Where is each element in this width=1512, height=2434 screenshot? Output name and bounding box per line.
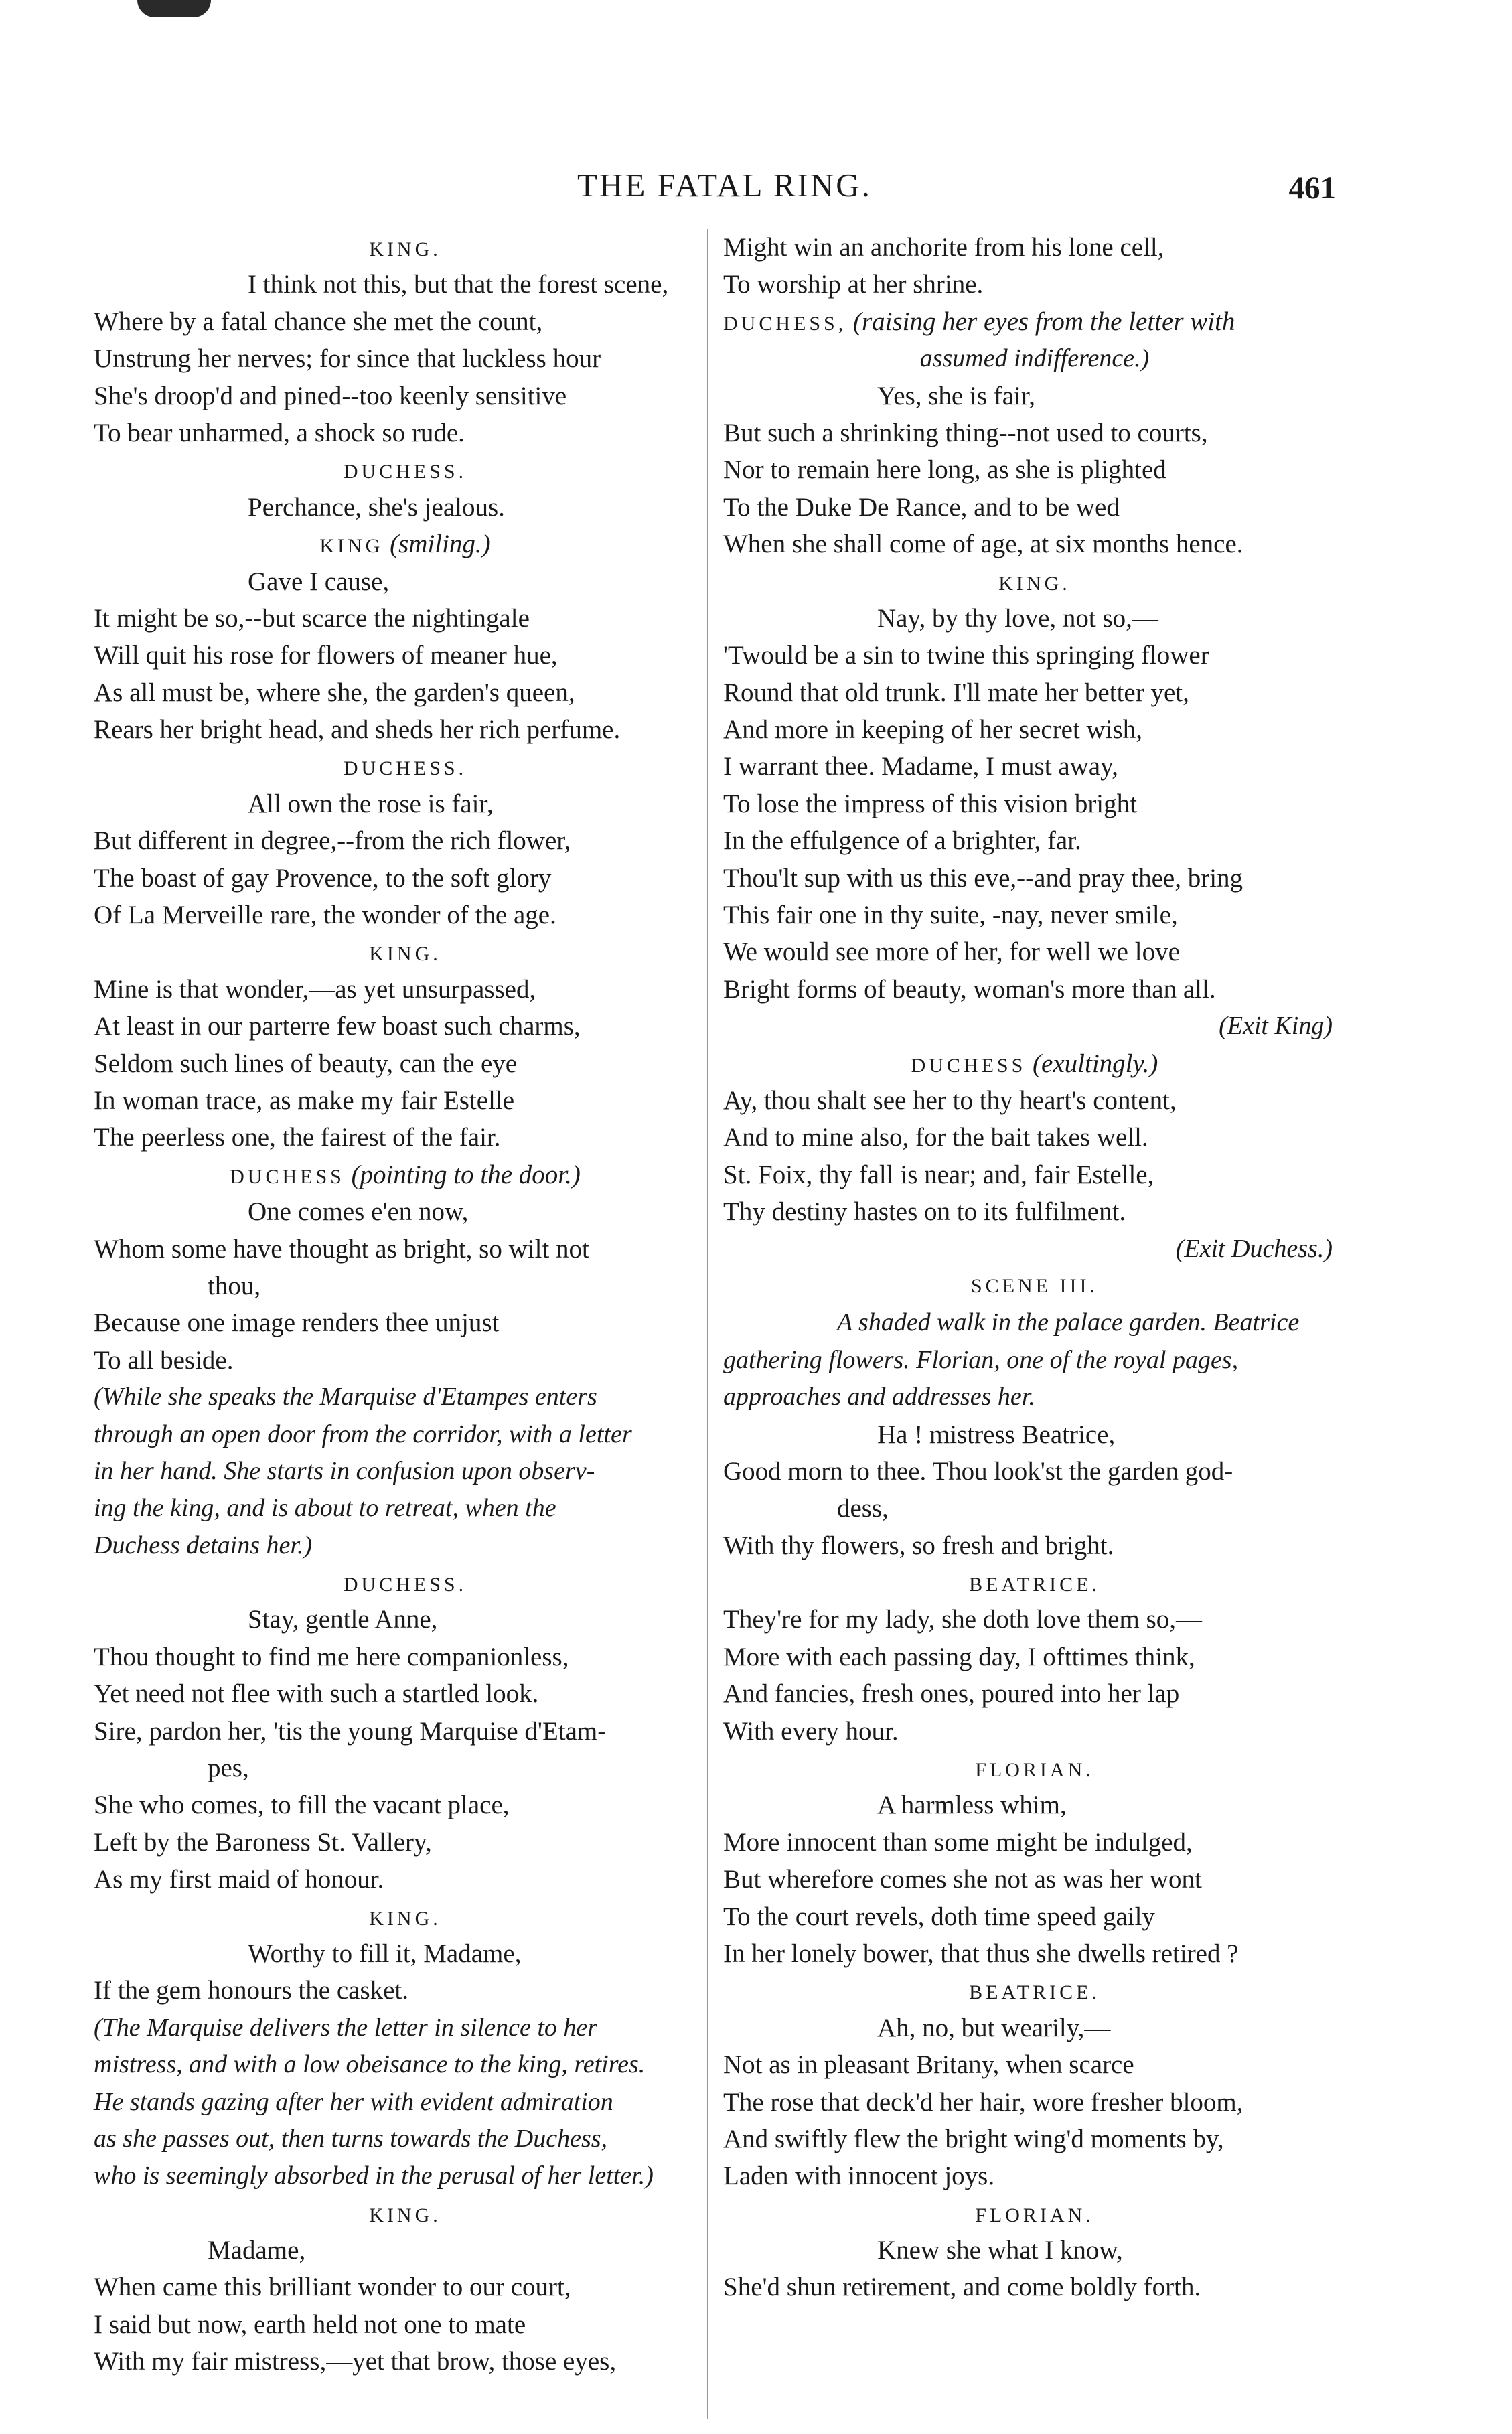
speaker-label: FLORIAN. (975, 1759, 1094, 1782)
stage-direction: through an open door from the corridor, with a letter (94, 1420, 632, 1448)
verse-line: Because one image renders thee unjust (94, 1308, 500, 1338)
running-head (0, 166, 1512, 206)
verse-line: As all must be, where she, the garden's queen, (94, 678, 575, 707)
verse-line: The rose that deck'd her hair, wore fresher bloom, (723, 2087, 1243, 2117)
verse-line: Yes, she is fair, (877, 381, 1036, 410)
stage-direction: approaches and addresses her. (723, 1383, 1035, 1412)
verse-line: Laden with innocent joys. (723, 2161, 995, 2191)
verse-line: With every hour. (723, 1716, 899, 1746)
verse-line: It might be so,--but scarce the nightingale (94, 603, 530, 633)
speaker-label: BEATRICE. (969, 1574, 1100, 1596)
stage-direction: Duchess detains her.) (94, 1531, 313, 1560)
verse-line: The boast of gay Provence, to the soft glory (94, 863, 552, 893)
speaker-name (94, 933, 716, 970)
verse-line: Will quit his rose for flowers of meaner hue, (94, 641, 558, 670)
speaker-name (723, 2195, 1346, 2232)
verse-line: Round that old trunk. I'll mate her better yet, (723, 678, 1189, 707)
verse-line: Nay, by thy love, not so,— (877, 603, 1158, 633)
verse-line: Left by the Baroness St. Vallery, (94, 1827, 432, 1857)
speaker-name (94, 1564, 716, 1601)
verse-line: Ah, no, but wearily,— (877, 2013, 1111, 2042)
verse-line: More innocent than some might be indulged, (723, 1827, 1193, 1857)
verse-line: dess, (837, 1494, 889, 1523)
verse-line: In woman trace, as make my fair Estelle (94, 1085, 515, 1115)
stage-direction: A shaded walk in the palace garden. Beatrice (837, 1308, 1300, 1337)
speaker-label: KING. (369, 1907, 441, 1930)
stage-direction: (While she speaks the Marquise d'Etampes enters (94, 1383, 597, 1412)
verse-line: Madame, (208, 2236, 306, 2265)
verse-line: The peerless one, the fairest of the fair. (94, 1123, 501, 1152)
verse-line: With my fair mistress,—yet that brow, those eyes, (94, 2347, 617, 2376)
verse-line: This fair one in thy suite, -nay, never smile, (723, 901, 1178, 930)
verse-line: Might win an anchorite from his lone cell, (723, 233, 1164, 262)
verse-line: Knew she what I know, (877, 2236, 1123, 2265)
verse-line: When came this brilliant wonder to our court, (94, 2273, 571, 2302)
verse-line: She who comes, to fill the vacant place, (94, 1791, 510, 1820)
stage-direction: as she passes out, then turns towards the Duchess, (94, 2124, 608, 2153)
verse-line: We would see more of her, for well we love (723, 937, 1180, 967)
speaker-label: KING. (369, 238, 441, 260)
speaker-name (723, 1972, 1346, 2009)
verse-line: And more in keeping of her secret wish, (723, 715, 1142, 745)
speaker-label: DUCHESS (230, 1165, 345, 1188)
verse-line: In the effulgence of a brighter, far. (723, 826, 1081, 856)
verse-line: When she shall come of age, at six months hence. (723, 530, 1243, 559)
speaker-label: DUCHESS. (343, 1574, 467, 1596)
verse-line: Thou'lt sup with us this eve,--and pray thee, bring (723, 863, 1243, 893)
verse-line: More with each passing day, I ofttimes think, (723, 1642, 1195, 1671)
verse-line: In her lonely bower, that thus she dwells retired ? (723, 1938, 1239, 1968)
speaker-label: DUCHESS (911, 1054, 1027, 1077)
verse-line: Stay, gentle Anne, (248, 1605, 438, 1634)
scene-heading: SCENE III. (971, 1274, 1098, 1297)
exit-direction: (Exit King) (1219, 1012, 1333, 1041)
running-title: THE FATAL RING. (577, 167, 872, 204)
stage-direction-inline: (raising her eyes from the letter with (852, 307, 1235, 336)
verse-line: Nor to remain here long, as she is plighted (723, 455, 1166, 485)
stage-direction: mistress, and with a low obeisance to the king, retires. (94, 2050, 646, 2079)
stage-direction: ing the king, and is about to retreat, when the (94, 1494, 556, 1523)
verse-line: Bright forms of beauty, woman's more than all. (723, 974, 1216, 1004)
verse-line: Seldom such lines of beauty, can the eye (94, 1049, 518, 1078)
verse-line: 'Twould be a sin to twine this springing flower (723, 641, 1209, 670)
verse-line: But such a shrinking thing--not used to courts, (723, 418, 1208, 447)
verse-line: Mine is that wonder,—as yet unsurpassed, (94, 974, 536, 1004)
verse-line: Ha ! mistress Beatrice, (877, 1420, 1116, 1449)
speaker-name (94, 1156, 716, 1193)
verse-line: I think not this, but that the forest scene, (248, 270, 669, 299)
verse-line: pes, (208, 1754, 249, 1783)
verse-line: Thy destiny hastes on to its fulfilment. (723, 1197, 1126, 1227)
verse-line: thou, (208, 1271, 261, 1300)
verse-line: As my first maid of honour. (94, 1865, 384, 1894)
speaker-name (723, 1750, 1346, 1786)
speaker-label: FLORIAN. (975, 2204, 1094, 2226)
exit-direction: (Exit Duchess.) (1175, 1234, 1333, 1263)
column-rule (707, 229, 708, 2419)
verse-line: Whom some have thought as bright, so wilt not (94, 1234, 589, 1264)
stage-direction: who is seemingly absorbed in the perusal of her letter.) (94, 2161, 654, 2190)
verse-line: She's droop'd and pined--too keenly sensitive (94, 381, 567, 410)
speaker-name (94, 526, 716, 562)
speaker-name (723, 1045, 1346, 1082)
verse-line: They're for my lady, she doth love them so,— (723, 1605, 1203, 1634)
left-column (94, 229, 716, 2380)
stage-direction-inline: (pointing to the door.) (351, 1160, 581, 1189)
speaker-label: KING. (369, 2204, 441, 2226)
speaker-label: DUCHESS, (723, 312, 847, 335)
speaker-label: DUCHESS. (343, 461, 467, 483)
verse-line: Worthy to fill it, Madame, (248, 1938, 522, 1968)
verse-line: Rears her bright head, and sheds her rich perfume. (94, 715, 621, 745)
verse-line: To the Duke De Rance, and to be wed (723, 492, 1120, 522)
stage-direction-inline: (exultingly.) (1033, 1049, 1158, 1078)
verse-line: And swiftly flew the bright wing'd moments by, (723, 2124, 1224, 2153)
verse-line: And fancies, fresh ones, poured into her lap (723, 1679, 1180, 1709)
stage-direction: He stands gazing after her with evident admiration (94, 2087, 613, 2116)
verse-line: Of La Merveille rare, the wonder of the age. (94, 901, 556, 930)
stage-direction-inline: (smiling.) (390, 530, 491, 559)
verse-line: Perchance, she's jealous. (248, 492, 505, 522)
verse-line: But different in degree,--from the rich flower, (94, 826, 571, 856)
speaker-name (94, 748, 716, 785)
speaker-name (723, 1564, 1346, 1601)
page-number: 461 (1288, 171, 1336, 206)
verse-line: Gave I cause, (248, 566, 390, 596)
verse-line: She'd shun retirement, and come boldly forth. (723, 2273, 1201, 2302)
verse-line: Not as in pleasant Britany, when scarce (723, 2050, 1134, 2080)
verse-line: A harmless whim, (877, 1791, 1067, 1820)
verse-line: Yet need not flee with such a startled look. (94, 1679, 539, 1709)
verse-line: One comes e'en now, (248, 1197, 469, 1227)
verse-line: With thy flowers, so fresh and bright. (723, 1531, 1114, 1560)
speaker-label: BEATRICE. (969, 1981, 1100, 2004)
verse-line: All own the rose is fair, (248, 789, 494, 818)
verse-line: Ay, thou shalt see her to thy heart's content, (723, 1085, 1177, 1115)
verse-line: Where by a fatal chance she met the count, (94, 307, 543, 336)
right-column (723, 229, 1346, 2306)
verse-line: To all beside. (94, 1345, 234, 1375)
stage-direction: assumed indifference.) (919, 344, 1150, 373)
verse-line: To bear unharmed, a shock so rude. (94, 418, 465, 447)
verse-line: I said but now, earth held not one to mate (94, 2309, 526, 2339)
stage-direction: gathering flowers. Florian, one of the royal pages, (723, 1345, 1239, 1374)
speaker-name (94, 1898, 716, 1935)
verse-line: Unstrung her nerves; for since that luckless hour (94, 344, 601, 374)
verse-line: If the gem honours the casket. (94, 1976, 409, 2005)
verse-line: And to mine also, for the bait takes well. (723, 1123, 1148, 1152)
speaker-name (723, 303, 1346, 340)
verse-line: I warrant thee. Madame, I must away, (723, 752, 1118, 781)
verse-line: To lose the impress of this vision bright (723, 789, 1137, 818)
verse-line: Good morn to thee. Thou look'st the garden god- (723, 1456, 1233, 1486)
verse-line: Thou thought to find me here companionless, (94, 1642, 569, 1671)
speaker-label: KING. (369, 943, 441, 966)
verse-line: At least in our parterre few boast such charms, (94, 1012, 581, 1041)
speaker-name (723, 563, 1346, 600)
speaker-name (94, 229, 716, 266)
stage-direction: (The Marquise delivers the letter in silence to her (94, 2013, 598, 2042)
speaker-name (94, 451, 716, 488)
verse-line: To the court revels, doth time speed gaily (723, 1902, 1155, 1931)
speaker-label: KING. (998, 572, 1071, 595)
speaker-name (94, 2195, 716, 2232)
verse-line: But wherefore comes she not as was her wont (723, 1865, 1202, 1894)
stage-direction: in her hand. She starts in confusion upon observ- (94, 1456, 595, 1485)
ink-smudge (137, 0, 211, 17)
speaker-label: DUCHESS. (343, 757, 467, 780)
speaker-label: KING (319, 535, 384, 558)
verse-line: St. Foix, thy fall is near; and, fair Estelle, (723, 1160, 1154, 1189)
verse-line: To worship at her shrine. (723, 270, 984, 299)
verse-line: Sire, pardon her, 'tis the young Marquise d'Etam- (94, 1716, 607, 1746)
